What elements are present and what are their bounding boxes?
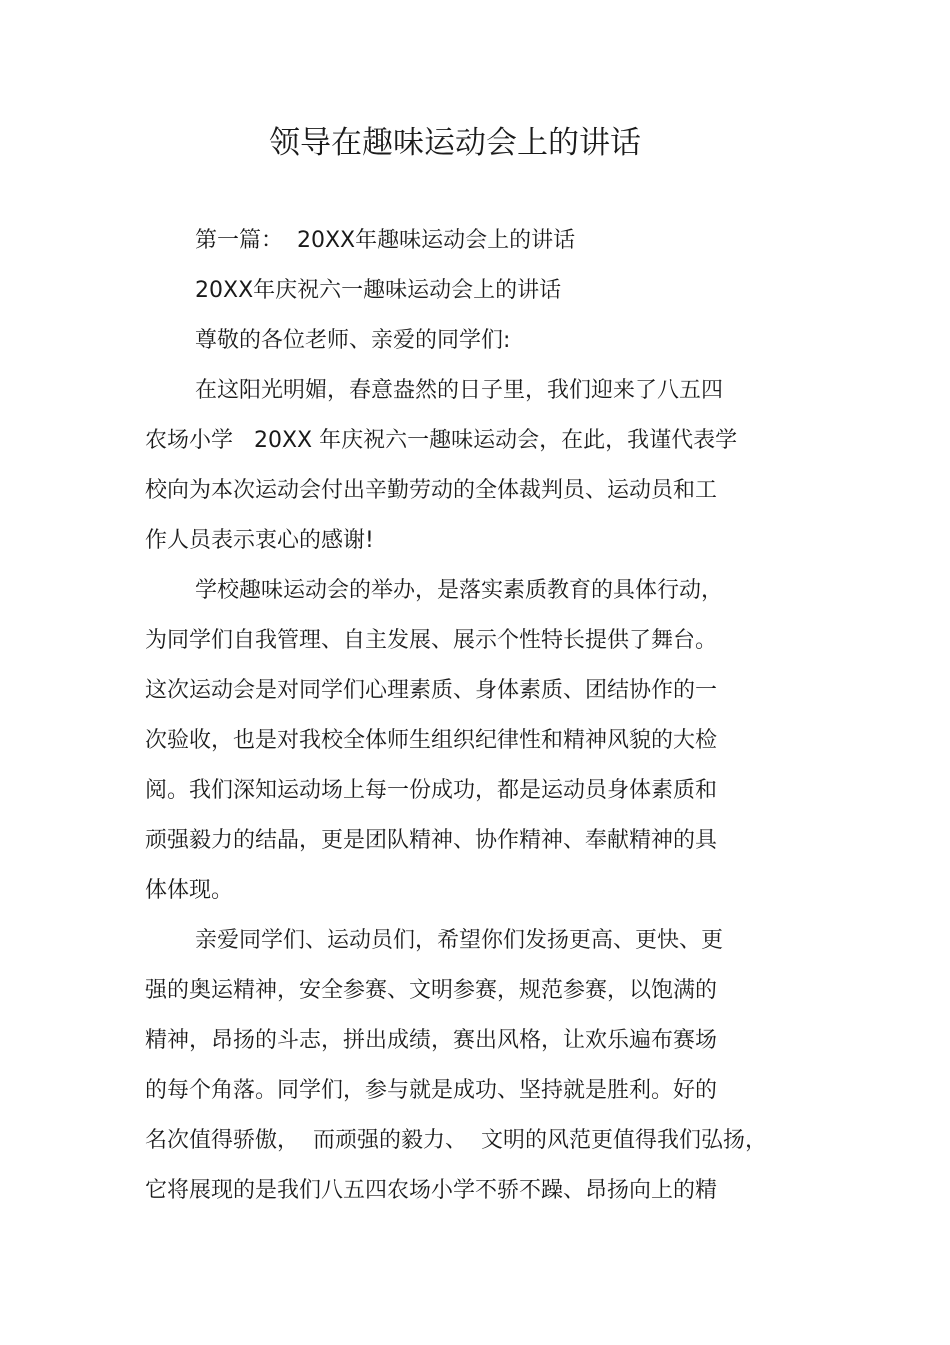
paragraph-line: 作人员表示衷心的感谢! (145, 528, 374, 553)
paragraph-line: 顽强毅力的结晶，更是团队精神、协作精神、奉献精神的具 (145, 828, 718, 853)
paragraph-line: 精神，昂扬的斗志，拼出成绩，赛出风格，让欢乐遍布赛场 (145, 1028, 718, 1053)
document-title: 领导在趣味运动会上的讲话 (269, 125, 641, 161)
salutation-line: 尊敬的各位老师、亲爱的同学们: (195, 328, 511, 353)
heading-line: 第一篇： 20XX年趣味运动会上的讲话 (195, 228, 576, 253)
paragraph-line: 次验收，也是对我校全体师生组织纪律性和精神风貌的大检 (145, 728, 718, 753)
paragraph-line: 校向为本次运动会付出辛勤劳动的全体裁判员、运动员和工 (145, 478, 718, 503)
paragraph-line: 的每个角落。同学们，参与就是成功、坚持就是胜利。好的 (145, 1078, 718, 1103)
paragraph-line: 体体现。 (145, 878, 234, 903)
paragraph-line: 强的奥运精神，安全参赛、文明参赛，规范参赛，以饱满的 (145, 978, 718, 1003)
paragraph-line: 农场小学 20XX 年庆祝六一趣味运动会，在此，我谨代表学 (145, 428, 738, 453)
paragraph-line: 它将展现的是我们八五四农场小学不骄不躁、昂扬向上的精 (145, 1178, 718, 1203)
paragraph-line: 学校趣味运动会的举办，是落实素质教育的具体行动， (195, 578, 724, 603)
paragraph-line: 在这阳光明媚，春意盎然的日子里，我们迎来了八五四 (195, 378, 724, 403)
paragraph-line: 亲爱同学们、运动员们，希望你们发扬更高、更快、更 (195, 928, 724, 953)
paragraph-line: 名次值得骄傲， 而顽强的毅力、 文明的风范更值得我们弘扬， (145, 1128, 767, 1153)
heading-line: 20XX年庆祝六一趣味运动会上的讲话 (195, 278, 562, 303)
paragraph-line: 阅。我们深知运动场上每一份成功，都是运动员身体素质和 (145, 778, 718, 803)
paragraph-line: 为同学们自我管理、自主发展、展示个性特长提供了舞台。 (145, 628, 718, 653)
paragraph-line: 这次运动会是对同学们心理素质、身体素质、团结协作的一 (145, 678, 718, 703)
